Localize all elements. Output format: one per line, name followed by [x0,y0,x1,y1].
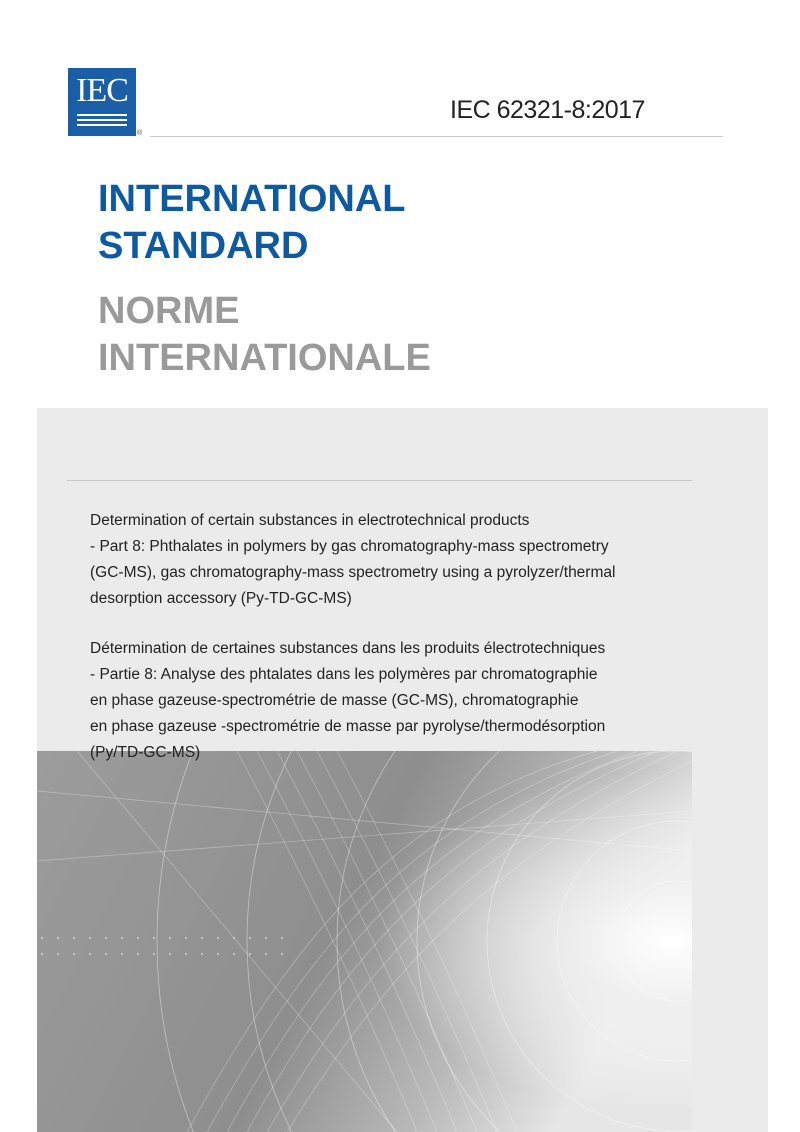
description-en-line: Determination of certain substances in electrotechnical products [90,512,530,529]
cover-artwork [37,751,692,1132]
logo-lines [77,114,127,129]
description-fr-line: - Partie 8: Analyse des phtalates dans les polymères par chromatographie [90,666,598,683]
header-divider [150,136,723,137]
description-fr-line: en phase gazeuse-spectrométrie de masse (GC-MS), chromatographie [90,692,579,709]
description-fr-line: (Py/TD-GC-MS) [90,744,201,761]
logo-text: IEC [76,72,128,109]
description-en-line: (GC-MS), gas chromatography-mass spectrometry using a pyrolyzer/thermal [90,564,616,581]
description-english [90,508,690,612]
panel-divider [67,480,692,481]
registered-mark: ® [137,130,143,137]
title-en-line-1: INTERNATIONAL [98,178,406,220]
description-en-line: - Part 8: Phthalates in polymers by gas chromatography-mass spectrometry [90,538,609,555]
title-french [98,288,431,382]
title-fr-line-2: INTERNATIONALE [98,337,431,379]
cover-artwork-graphic [37,751,692,1132]
description-en-line: desorption accessory (Py-TD-GC-MS) [90,590,352,607]
description-french [90,636,690,766]
description-fr-line: en phase gazeuse -spectrométrie de masse par pyrolyse/thermodésorption [90,718,606,735]
title-en-line-2: STANDARD [98,225,309,267]
iec-logo [68,68,136,136]
title-fr-line-1: NORME [98,290,240,332]
document-number: IEC 62321-8:2017 [450,96,645,124]
description-fr-line: Détermination de certaines substances dans les produits électrotechniques [90,640,606,657]
title-english [98,176,406,270]
